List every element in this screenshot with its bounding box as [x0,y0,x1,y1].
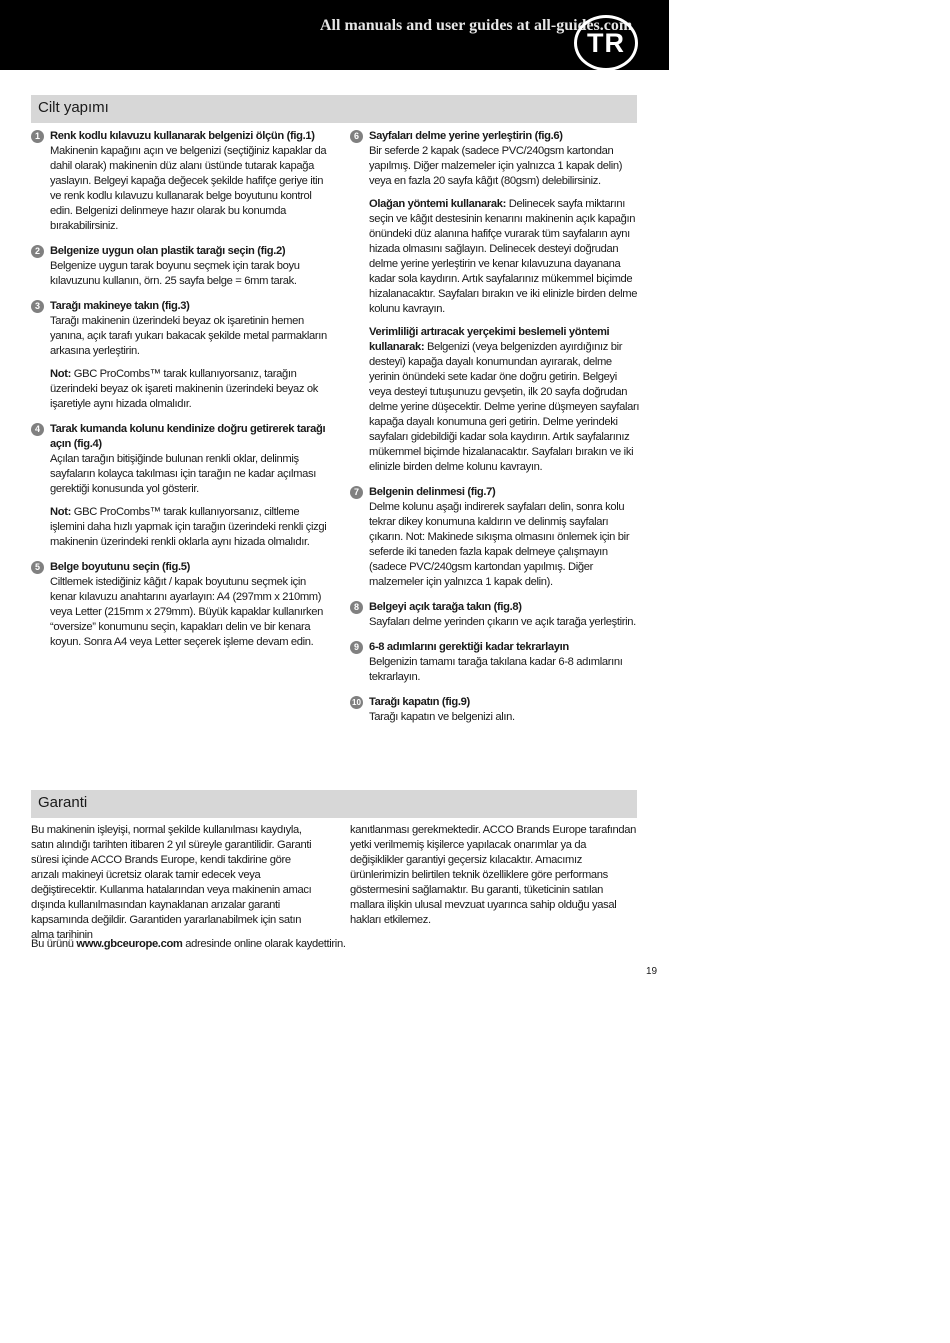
step-number-badge: 1 [31,130,44,143]
step-8 [350,600,640,630]
step-title: Belgenin delinmesi (fig.7) [369,486,496,498]
step-1 [31,129,331,234]
header-banner [0,0,669,70]
registration-suffix: adresinde online olarak kaydettirin. [182,938,346,950]
page-number: 19 [646,966,658,977]
step-number-badge: 8 [350,601,363,614]
warranty-column-left [31,823,321,943]
step-title: Belgeyi açık tarağa takın (fig.8) [369,601,522,613]
step-body: Tarağı makinenin üzerindeki beyaz ok işaretinin hemen yanına, açık tarafı yukarı bakacak şekilde metal parmakların arkasına yerleştirin. [50,315,327,357]
step-title: Tarağı makineye takın (fig.3) [50,300,190,312]
step-number-badge: 2 [31,245,44,258]
step-number-badge: 10 [350,696,363,709]
step-number-badge: 9 [350,641,363,654]
step-number-badge: 7 [350,486,363,499]
step-title: Belge boyutunu seçin (fig.5) [50,561,190,573]
note-label: Not: [50,368,71,380]
step-title: Tarağı kapatın (fig.9) [369,696,470,708]
step-number-badge: 5 [31,561,44,574]
registration-url: www.gbceurope.com [76,938,183,950]
step-number-badge: 6 [350,130,363,143]
warranty-text-right: kanıtlanması gerekmektedir. ACCO Brands Europe tarafından yetki verilmemiş kişilerce yapılacak onarımlar ya da değişiklikler garantiyi geçersiz kılacaktır. Amacımız ürünlerimizin belirtilen teknik özelliklere göre performans göstermesini sağlamaktır. Bu garanti, tüketicinin satılan mallara ilişkin ulusal mevzuat uyarınca sahip olduğu yasal hakları etkilemez. [350,824,637,926]
step-title: Renk kodlu kılavuzu kullanarak belgenizi ölçün (fig.1) [50,130,315,142]
step-2 [31,244,331,289]
section-header-binding [31,95,637,123]
step-body: Belgenizin tamamı tarağa takılana kadar 6-8 adımlarını tekrarlayın. [369,656,623,683]
method-gravity-feed [369,325,640,475]
method-label: Verimliliği artıracak yerçekimi beslemeli yöntemi kullanarak: [369,326,610,353]
method-text: Delinecek sayfa miktarını seçin ve kâğıt destesinin kenarını makinenin açık kapağın önündeki düz alanına hafifçe vurarak tüm sayfaların aynı hizada olmasını sağlayın. Delinecek desteyi doğrudan delme yerine yerleştirin ve kenar kılavuzuna dayanana kadar sola kaydırın. Artık sayfalarınız mükemmel biçimde hizalanacaktır. Sayfaları bırakın ve iki elinizle birden delme kolunu kavrayın. [369,198,638,315]
registration-line [31,937,346,952]
banner-text: All manuals and user guides at all-guides.com [320,17,633,34]
warranty-column-right [350,823,640,928]
step-title: Belgenize uygun olan plastik tarağı seçin (fig.2) [50,245,286,257]
step-body: Belgenize uygun tarak boyunu seçmek için tarak boyu kılavuzunu kullanın, örn. 25 sayfa belge = 6mm tarak. [50,260,300,287]
step-3 [31,299,331,412]
language-badge: TR [574,15,638,71]
step-6 [350,129,640,475]
step-number-badge: 3 [31,300,44,313]
step-title: Sayfaları delme yerine yerleştirin (fig.6) [369,130,563,142]
warranty-text-left: Bu makinenin işleyişi, normal şekilde kullanılması kaydıyla, satın alındığı tarihten itibaren 2 yıl süreyle garantilidir. Garanti süresi içinde ACCO Brands Europe, kendi takdirine göre arızalı makineyi ücretsiz olarak tamir edecek veya değiştirecektir. Kullanma hatalarından veya makinenin amacı dışında kullanılmasından kaynaklanan arızalar garanti kapsamında değildir. Garantiden yararlanabilmek için satın alma tarihinin [31,824,312,941]
note-text: GBC ProCombs™ tarak kullanıyorsanız, tarağın üzerindeki beyaz ok işareti makinenin üzerindeki beyaz ok işaretiyle aynı hizada olmalıdır. [50,368,318,410]
section-title-binding: Cilt yapımı [38,99,109,116]
step-note [50,367,331,412]
step-5 [31,560,331,650]
method-text: Belgenizi (veya belgenizden ayırdığınız bir desteyi) kapağa dayalı konumundan ayırarak, delme yerinin önündeki sete kadar öne doğru getirin. Belgeyi veya desteyi tutuşunuzu gevşetin, ilk 20 sayfa doğrudan delme yerine düşecektir. Delme yerine düşmeyen sayfaları kapağa dayalı konumuna geri getirin. Delme yerindeki sayfaları gidebildiği kadar sola kaydırın. Artık sayfalarınız mükemmel biçimde hizalanacaktır. Sayfaları bırakın ve iki elinizle birden delme kolunu kavrayın. [369,341,640,473]
step-7 [350,485,640,590]
step-9 [350,640,640,685]
steps-column-right [350,129,640,735]
step-body: Makinenin kapağını açın ve belgenizi (seçtiğiniz kapaklar da dahil olarak) makinenin düz alanı üstünde tutarak kapağa yaslayın. Belgeyi kapağa değecek şekilde hafifçe geriye itin ve renk kodlu kılavuzu kullanarak belge boyutunu kontrol edin. Belgenizi delinmeye hazır olarak bu konumda bırakabilirsiniz. [50,145,327,232]
section-title-warranty: Garanti [38,794,88,811]
step-title: 6-8 adımlarını gerektiği kadar tekrarlayın [369,641,569,653]
step-number-badge: 4 [31,423,44,436]
step-body: Ciltlemek istediğiniz kâğıt / kapak boyutunu seçmek için kenar kılavuzu anahtarını ayarlayın: A4 (297mm x 210mm) veya Letter (215mm x 279mm). Büyük kapaklar kullanırken “oversize” konumunu seçin, kapakları delin ve bir kenara koyun. Sonra A4 veya Letter seçerek işleme devam edin. [50,576,323,648]
note-label: Not: [50,506,71,518]
step-note [50,505,331,550]
note-text: GBC ProCombs™ tarak kullanıyorsanız, ciltleme işlemini daha hızlı yapmak için tarağın üzerindeki renkli çizgi makinenin üzerindeki renkli oklarla aynı hizada olmalıdır. [50,506,327,548]
step-title: Tarak kumanda kolunu kendinize doğru getirerek tarağı açın (fig.4) [50,423,326,450]
step-10 [350,695,640,725]
step-body: Açılan tarağın bitişiğinde bulunan renkli oklar, delinmiş sayfaların kolayca takılması için tarağın ne kadar açılması gerektiği konusunda yol gösterir. [50,453,317,495]
registration-prefix: Bu ürünü [31,938,77,950]
method-label: Olağan yöntemi kullanarak: [369,198,507,210]
section-header-warranty [31,790,637,818]
step-body: Sayfaları delme yerinden çıkarın ve açık tarağa yerleştirin. [369,616,636,628]
step-body: Tarağı kapatın ve belgenizi alın. [369,711,515,723]
method-standard [369,197,640,317]
step-body: Bir seferde 2 kapak (sadece PVC/240gsm kartondan yapılmış. Diğer malzemeler için yalnızca 1 kapak delin) veya en fazla 20 sayfa kâğıt (80gsm) delebilirsiniz. [369,145,623,187]
steps-column-left [31,129,331,660]
step-body: Delme kolunu aşağı indirerek sayfaları delin, sonra kolu tekrar dikey konumuna kaldırın ve delinmiş sayfaları çıkarın. Not: Makinede sıkışma olmasını önlemek için bir seferde iki taneden fazla kapak delmeye çalışmayın (sadece PVC/240gsm kartondan yapılmış. Diğer malzemeler için yalnızca 1 kapak delin). [369,501,630,588]
step-4 [31,422,331,550]
